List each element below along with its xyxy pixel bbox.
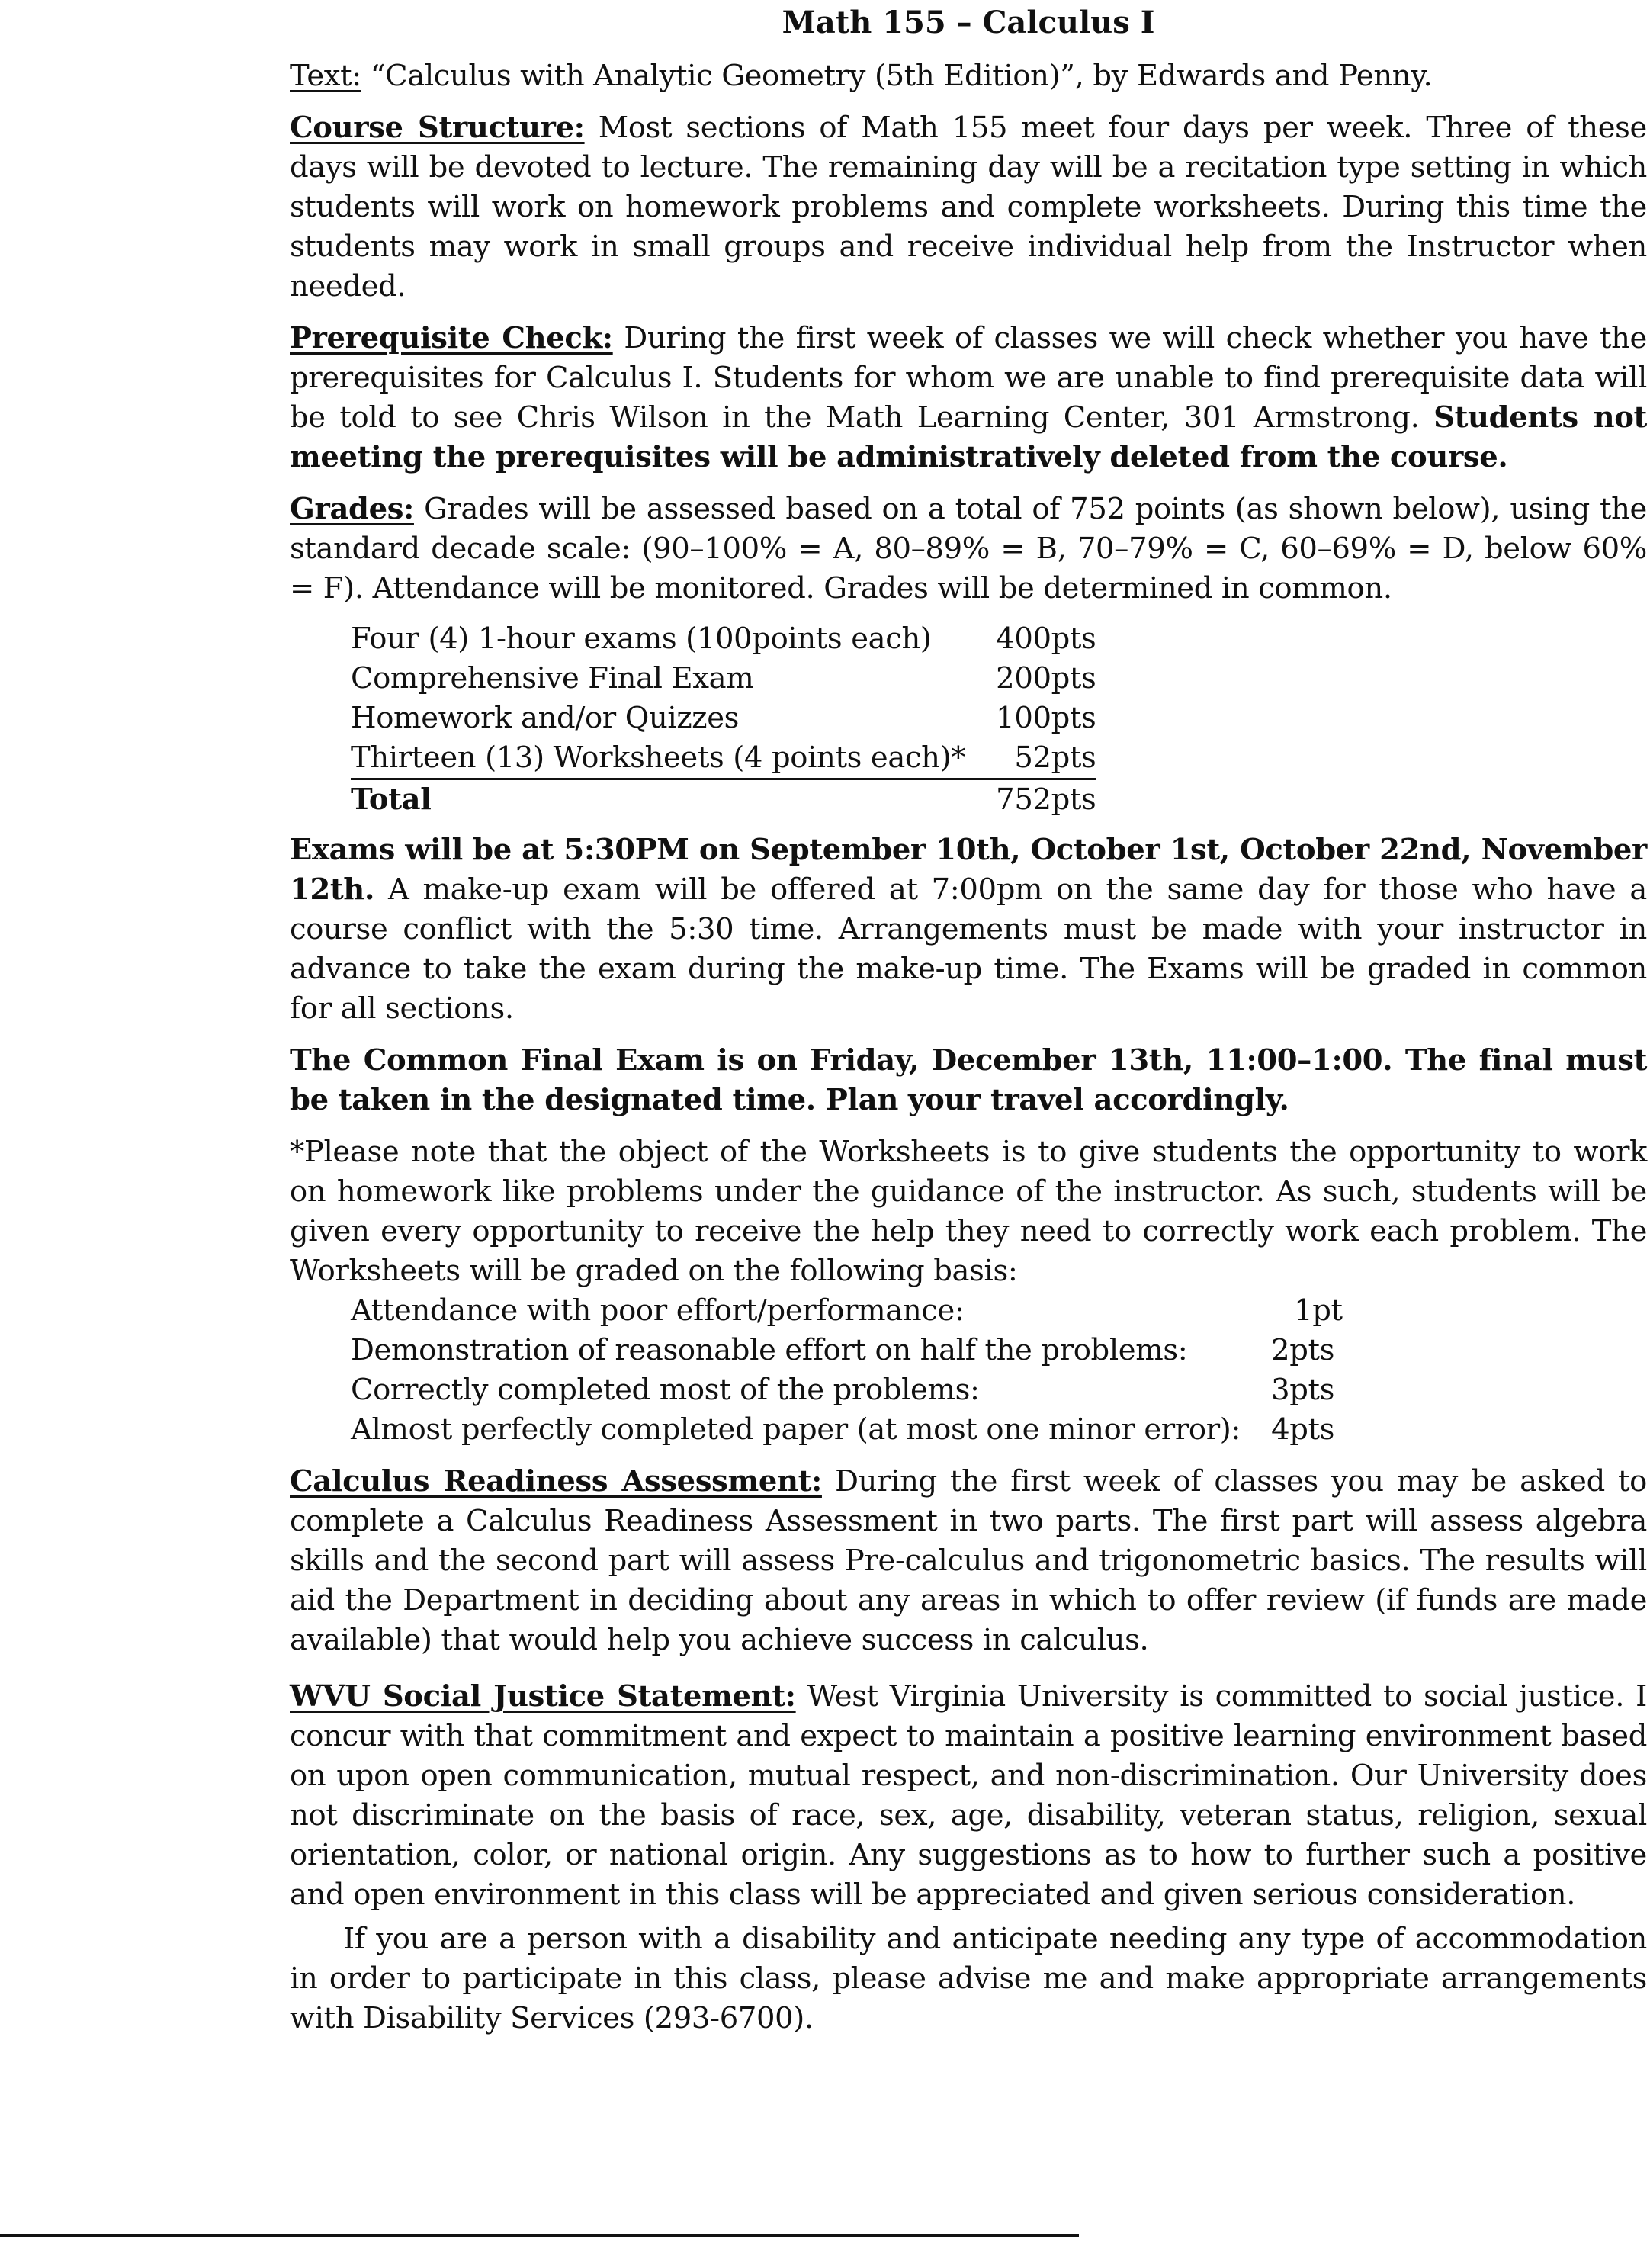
readiness-heading: Calculus Readiness Assessment:	[290, 1464, 822, 1499]
prerequisite-warning: Students not meeting the prerequisites will be administratively deleted from the course.	[290, 400, 1647, 474]
grade-item: Four (4) 1-hour exams (100points each)	[351, 622, 932, 656]
worksheet-points: 4pts	[1271, 1412, 1335, 1447]
worksheet-criterion: Attendance with poor effort/performance:	[351, 1293, 965, 1328]
worksheet-criterion: Correctly completed most of the problems:	[351, 1373, 980, 1407]
syllabus-page	[290, 0, 1647, 2038]
social-justice-section	[290, 1677, 1647, 1915]
table-row	[351, 1331, 1378, 1370]
course-structure-body: Most sections of Math 155 meet four days per week. Three of these days will be devoted to lecture. The remaining day will be a recitation type setting in which students will work on homework problems and complete worksheets. During this time the students may work in small groups and receive individual help from the Instructor when needed.	[290, 111, 1647, 304]
final-exam-notice: The Common Final Exam is on Friday, December 13th, 11:00–1:00. The final must be taken in the designated time. Plan your travel accordingly.	[290, 1043, 1647, 1117]
total-label: Total	[351, 779, 965, 821]
readiness-section	[290, 1462, 1647, 1660]
prerequisite-heading: Prerequisite Check:	[290, 321, 613, 355]
grades-section	[290, 490, 1647, 609]
social-justice-body: West Virginia University is committed to social justice. I concur with that commitment and expect to maintain a positive learning environment based on upon open communication, mutual respect, and non-discrimination. Our University does not discriminate on the basis of race, sex, age, disability, veteran status, religion, sexual orientation, color, or national origin. Any suggestions as to how to further such a positive and open environment in this class will be appreciated and given serious consideration.	[290, 1679, 1647, 1912]
table-row	[351, 1370, 1378, 1410]
grade-item: Homework and/or Quizzes	[351, 701, 740, 735]
table-row	[351, 659, 1096, 699]
text-heading: Text:	[290, 59, 361, 93]
text-body: “Calculus with Analytic Geometry (5th Edition)”, by Edwards and Penny.	[361, 59, 1433, 93]
worksheet-grading-table	[351, 1291, 1378, 1450]
worksheet-note: *Please note that the object of the Worksheets is to give students the opportunity to work on homework like problems under the guidance of the instructor. As such, students will be given every opportunity to receive the help they need to correctly work each problem. The Worksheets will be graded on the following basis:	[290, 1135, 1647, 1288]
grade-points: 400pts	[996, 622, 1096, 656]
exams-section	[290, 830, 1647, 1029]
grade-points: 100pts	[996, 701, 1096, 735]
table-row	[351, 1291, 1378, 1331]
grades-heading: Grades:	[290, 492, 414, 526]
worksheet-criterion: Almost perfectly completed paper (at most one minor error):	[351, 1412, 1241, 1447]
worksheet-points: 1pt	[1294, 1293, 1343, 1328]
grade-table	[351, 619, 1096, 820]
worksheet-points: 3pts	[1271, 1373, 1335, 1407]
page-title: Math 155 – Calculus I	[782, 5, 1155, 40]
table-row	[351, 1410, 1378, 1450]
grade-item: Thirteen (13) Worksheets (4 points each)*	[351, 740, 966, 775]
disability-statement: If you are a person with a disability and anticipate needing any type of accommodation in order to participate in this class, please advise me and make appropriate arrangements with Disability Services (293-6700).	[290, 1922, 1647, 2035]
course-structure-section	[290, 108, 1647, 307]
worksheet-criterion: Demonstration of reasonable effort on half the problems:	[351, 1333, 1188, 1367]
total-points: 752pts	[965, 779, 1096, 821]
worksheet-points: 2pts	[1271, 1333, 1335, 1367]
total-row	[351, 779, 1096, 821]
table-row	[351, 738, 1096, 779]
text-section	[290, 56, 1647, 96]
table-row	[351, 699, 1096, 738]
grade-points: 52pts	[1014, 740, 1096, 775]
course-structure-heading: Course Structure:	[290, 111, 585, 145]
social-justice-heading: WVU Social Justice Statement:	[290, 1679, 796, 1714]
grade-item: Comprehensive Final Exam	[351, 661, 754, 695]
footer-rule	[0, 2234, 1079, 2237]
grades-body: Grades will be assessed based on a total of 752 points (as shown below), using the standard decade scale: (90–100% = A, 80–89% = B, 70–79% = C, 60–69% = D, below 60% = F). Attendance will be monitored. Grades will be determined in common.	[290, 492, 1647, 606]
table-row	[351, 619, 1096, 659]
exams-body: A make-up exam will be offered at 7:00pm on the same day for those who have a course conflict with the 5:30 time. Arrangements must be made with your instructor in advance to take the exam during the make-up time. The Exams will be graded in common for all sections.	[290, 872, 1647, 1026]
prerequisite-body: During the first week of classes we will check whether you have the prerequisites for Calculus I. Students for whom we are unable to find prerequisite data will be told to see Chris Wilson in the Math Learning Center, 301 Armstrong.	[290, 321, 1647, 435]
grade-points: 200pts	[996, 661, 1096, 695]
readiness-body: During the first week of classes you may be asked to complete a Calculus Readiness Assessment in two parts. The first part will assess algebra skills and the second part will assess Pre-calculus and trigonometric basics. The results will aid the Department in deciding about any areas in which to offer review (if funds are made available) that would help you achieve success in calculus.	[290, 1464, 1647, 1657]
exam-dates: Exams will be at 5:30PM on September 10th, October 1st, October 22nd, November 12th.	[290, 833, 1647, 907]
prerequisite-section	[290, 319, 1647, 477]
